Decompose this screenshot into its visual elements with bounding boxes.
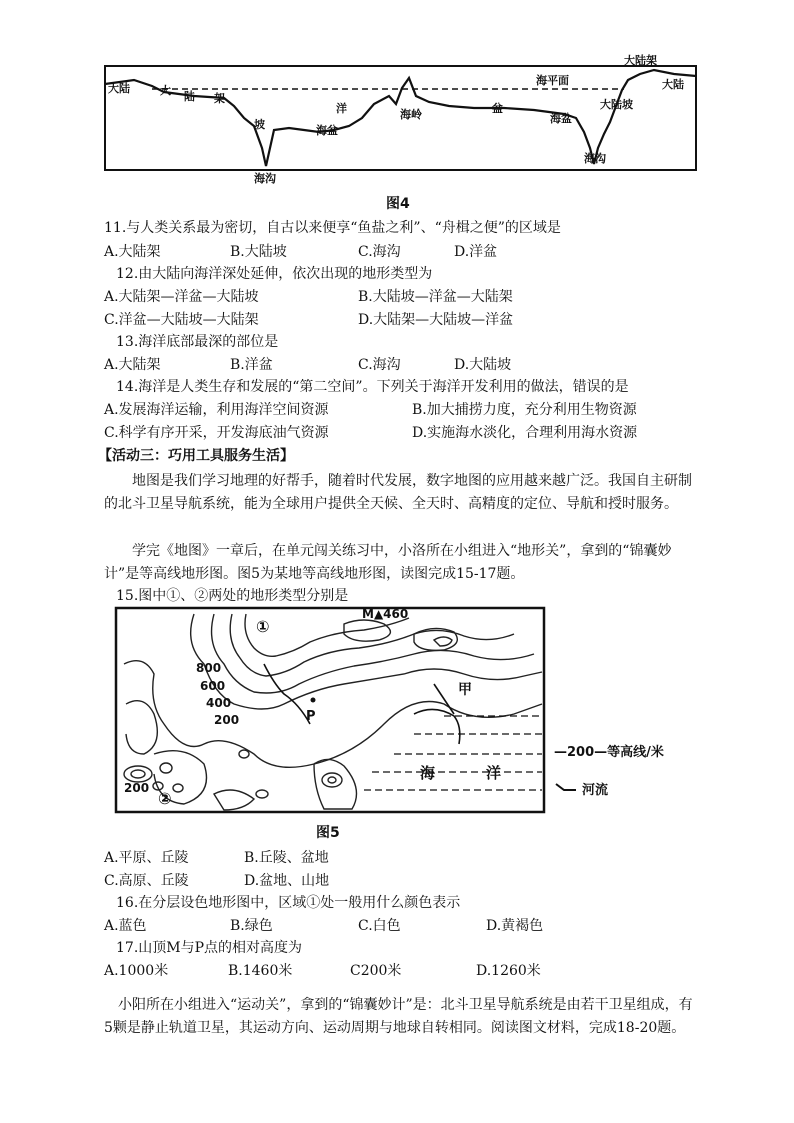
question-17-stem: 17.山顶M与P点的相对高度为 — [116, 940, 303, 956]
label-basin-right: 海盆 — [550, 112, 572, 125]
q15-option-a[interactable]: A.平原、丘陵 — [104, 850, 189, 866]
q11-option-b[interactable]: B.大陆坡 — [230, 244, 287, 260]
question-11-stem: 11.与人类关系最为密切，自古以来便享“鱼盐之利”、“舟楫之便”的区域是 — [104, 220, 561, 236]
figure-4 — [104, 48, 698, 188]
label-jia: 甲 — [458, 682, 472, 698]
label-trench-right: 海沟 — [584, 152, 606, 165]
contour-map — [114, 604, 664, 816]
label-shelf-right: 大陆架 — [624, 54, 657, 67]
q16-option-c[interactable]: C.白色 — [358, 918, 401, 934]
label-region-1: ① — [256, 617, 270, 636]
label-contour-600: 600 — [200, 679, 226, 693]
label-contour-200: 200 — [214, 713, 240, 727]
label-ridge: 海岭 — [400, 108, 422, 121]
q11-option-a[interactable]: A.大陆架 — [104, 244, 161, 260]
q17-option-a[interactable]: A.1000米 — [104, 963, 169, 979]
label-contour-400: 400 — [206, 696, 232, 710]
label-contour-800: 800 — [196, 661, 222, 675]
contour-lines — [124, 614, 542, 810]
activity-motion-paragraph: 小阳所在小组进入“运动关”，拿到的“锦囊妙计”是：北斗卫星导航系统是由若干卫星组成，有5颗是静止轨道卫星，其运动方向、运动周期与地球自转相同。阅读图文材料，完成18-20题。 — [104, 997, 693, 1036]
ocean-floor-profile-diagram — [104, 48, 698, 188]
activity-3-title: 【活动三：巧用工具服务生活】 — [98, 448, 294, 464]
q13-option-a[interactable]: A.大陆架 — [104, 357, 161, 373]
legend-river: 河流 — [582, 783, 609, 798]
q12-option-b[interactable]: B.大陆坡—洋盆—大陆架 — [358, 289, 513, 305]
label-sea: 海 — [420, 764, 436, 782]
q14-option-d[interactable]: D.实施海水淡化，合理利用海水资源 — [412, 425, 638, 441]
label-slope-right: 大陆坡 — [600, 98, 633, 111]
label-ocean: 洋 — [486, 764, 502, 782]
label-summit-m: M▲460 — [362, 607, 409, 621]
q15-option-c[interactable]: C.高原、丘陵 — [104, 873, 189, 889]
label-basin-left: 海盆 — [316, 124, 338, 137]
label-sea-level: 海平面 — [536, 74, 569, 87]
label-shelf-char-1: 大 — [160, 84, 171, 97]
map-legend — [554, 744, 664, 798]
q14-option-b[interactable]: B.加大捕捞力度，充分利用生物资源 — [412, 402, 637, 418]
figure-4-caption: 图4 — [386, 196, 410, 212]
label-slope-left: 坡 — [254, 118, 265, 131]
q13-option-b[interactable]: B.洋盆 — [230, 357, 273, 373]
q17-option-c[interactable]: C200米 — [350, 963, 402, 979]
question-13-stem: 13.海洋底部最深的部位是 — [116, 334, 279, 350]
q17-option-d[interactable]: D.1260米 — [476, 963, 541, 979]
figure-5-caption: 图5 — [316, 825, 340, 841]
label-shelf-char-3: 架 — [214, 92, 225, 105]
q11-option-c[interactable]: C.海沟 — [358, 244, 401, 260]
q16-option-a[interactable]: A.蓝色 — [104, 918, 147, 934]
activity-3-paragraph-1: 地图是我们学习地理的好帮手，随着时代发展，数字地图的应用越来越广泛。我国自主研制的北斗卫星导航系统，能为全球用户提供全天候、全天时、高精度的定位、导航和授时服务。 — [104, 473, 692, 512]
q12-option-a[interactable]: A.大陆架—洋盆—大陆坡 — [104, 289, 259, 305]
legend-contour: —200—等高线/米 — [554, 745, 664, 760]
rivers — [264, 664, 460, 744]
q13-option-c[interactable]: C.海沟 — [358, 357, 401, 373]
label-contour-200-b: 200 — [124, 781, 150, 795]
label-trench-left: 海沟 — [254, 172, 276, 185]
q12-option-d[interactable]: D.大陆架—大陆坡—洋盆 — [358, 312, 514, 328]
label-basin-char: 盆 — [492, 102, 503, 115]
q11-option-d[interactable]: D.洋盆 — [454, 244, 498, 260]
question-12-stem: 12.由大陆向海洋深处延伸，依次出现的地形类型为 — [116, 266, 433, 282]
q14-option-a[interactable]: A.发展海洋运输，利用海洋空间资源 — [104, 402, 329, 418]
label-shelf-char-2: 陆 — [184, 90, 195, 103]
q15-option-b[interactable]: B.丘陵、盆地 — [244, 850, 329, 866]
q17-option-b[interactable]: B.1460米 — [228, 963, 293, 979]
q12-option-c[interactable]: C.洋盆—大陆坡—大陆架 — [104, 312, 259, 328]
label-continent-left: 大陆 — [108, 82, 130, 95]
question-15-stem: 15.图中①、②两处的地形类型分别是 — [116, 588, 349, 604]
q14-option-c[interactable]: C.科学有序开采，开发海底油气资源 — [104, 425, 329, 441]
activity-3-paragraph-2: 学完《地图》一章后，在单元闯关练习中，小洛所在小组进入“地形关”，拿到的“锦囊妙计”是等高线地形图。图5为某地等高线地形图，读图完成15-17题。 — [104, 543, 672, 582]
question-16-stem: 16.在分层设色地形图中，区域①处一般用什么颜色表示 — [116, 895, 461, 911]
q16-option-b[interactable]: B.绿色 — [230, 918, 273, 934]
label-point-p: P — [306, 709, 316, 724]
q15-option-d[interactable]: D.盆地、山地 — [244, 873, 330, 889]
figure-5 — [114, 604, 664, 816]
q16-option-d[interactable]: D.黄褐色 — [486, 918, 544, 934]
point-p-marker — [311, 698, 316, 703]
sea-area-dashes — [364, 716, 542, 790]
label-continent-right: 大陆 — [662, 78, 684, 91]
river-legend-icon — [556, 784, 576, 790]
label-region-2: ② — [158, 789, 172, 808]
label-ocean: 洋 — [336, 102, 347, 115]
q13-option-d[interactable]: D.大陆坡 — [454, 357, 512, 373]
question-14-stem: 14.海洋是人类生存和发展的“第二空间”。下列关于海洋开发利用的做法，错误的是 — [116, 379, 629, 395]
